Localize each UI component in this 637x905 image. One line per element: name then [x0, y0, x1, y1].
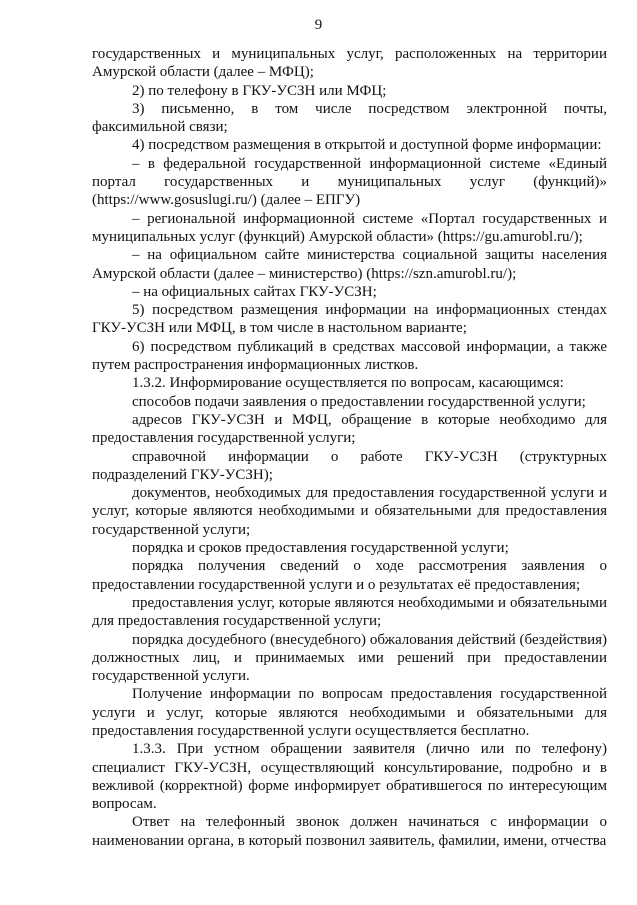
list-item-publication: 4) посредством размещения в открытой и доступной форме информации:	[132, 137, 602, 154]
sub-item-regional-portal: – региональной информационной системе «Портал государственных и муниципальных услуг (функций) Амурской области» (https://gu.amurobl.ru/);	[92, 210, 607, 245]
paragraph-phone-answer: Ответ на телефонный звонок должен начинаться с информации о наименовании органа, в который позвонил заявитель, фамилии, имени, отчества	[92, 814, 607, 849]
topic-appeal: порядка досудебного (внесудебного) обжалования действий (бездействия) должностных лиц, и принимаемых ими решений при предоставлении государственной услуги.	[92, 631, 607, 685]
list-item-phone: 2) по телефону в ГКУ-УСЗН или МФЦ;	[132, 82, 387, 99]
list-item-media: 6) посредством публикаций в средствах массовой информации, а также путем распространения информационных листков.	[92, 338, 607, 374]
paragraph-continuation: государственных и муниципальных услуг, расположенных на территории Амурской области (далее – МФЦ);	[92, 46, 607, 81]
sub-item-epgu: – в федеральной государственной информационной системе «Единый портал государственных и муниципальных услуг (функций)» (https://www.gosuslugi.ru/) (далее – ЕПГУ)	[92, 155, 607, 209]
sub-item-ministry-site: – на официальном сайте министерства социальной защиты населения Амурской области (далее – министерство) (https://szn.amurobl.ru/);	[92, 247, 607, 282]
topic-terms: порядка и сроков предоставления государственной услуги;	[132, 540, 509, 557]
section-1-3-3-paragraph: 1.3.3. При устном обращении заявителя (лично или по телефону) специалист ГКУ-УСЗН, осуществляющий консультирование, подробно и в вежливой (корректной) форме информирует обратившегося по интересующим вопросам.	[92, 741, 607, 813]
paragraph-free-of-charge: Получение информации по вопросам предоставления государственной услуги и услуг, которые являются необходимыми и обязательными для предоставления государственной услуги осуществляется бесплатно.	[92, 686, 607, 739]
sub-item-official-sites: – на официальных сайтах ГКУ-УСЗН;	[132, 283, 377, 300]
topic-submission-methods: способов подачи заявления о предоставлении государственной услуги;	[132, 393, 586, 410]
section-1-3-2-heading: 1.3.2. Информирование осуществляется по вопросам, касающимся:	[132, 375, 564, 392]
topic-reference-info: справочной информации о работе ГКУ-УСЗН (структурных подразделений ГКУ-УСЗН);	[92, 448, 607, 483]
topic-addresses: адресов ГКУ-УСЗН и МФЦ, обращение в которые необходимо для предоставления государственной услуги;	[92, 411, 607, 447]
topic-progress-info: порядка получения сведений о ходе рассмотрения заявления о предоставлении государственной услуги и о результатах её предоставления;	[92, 558, 607, 593]
topic-required-services: предоставления услуг, которые являются необходимыми и обязательными для предоставления государственной услуги;	[92, 594, 607, 630]
page-number: 9	[314, 17, 323, 33]
list-item-written: 3) письменно, в том числе посредством электронной почты, факсимильной связи;	[92, 100, 607, 136]
document-body	[92, 45, 607, 850]
list-item-stands: 5) посредством размещения информации на информационных стендах ГКУ-УСЗН или МФЦ, в том числе в настольном варианте;	[92, 302, 607, 337]
topic-documents: документов, необходимых для предоставления государственной услуги и услуг, которые являются необходимыми и обязательными для предоставления государственной услуги;	[92, 485, 607, 538]
